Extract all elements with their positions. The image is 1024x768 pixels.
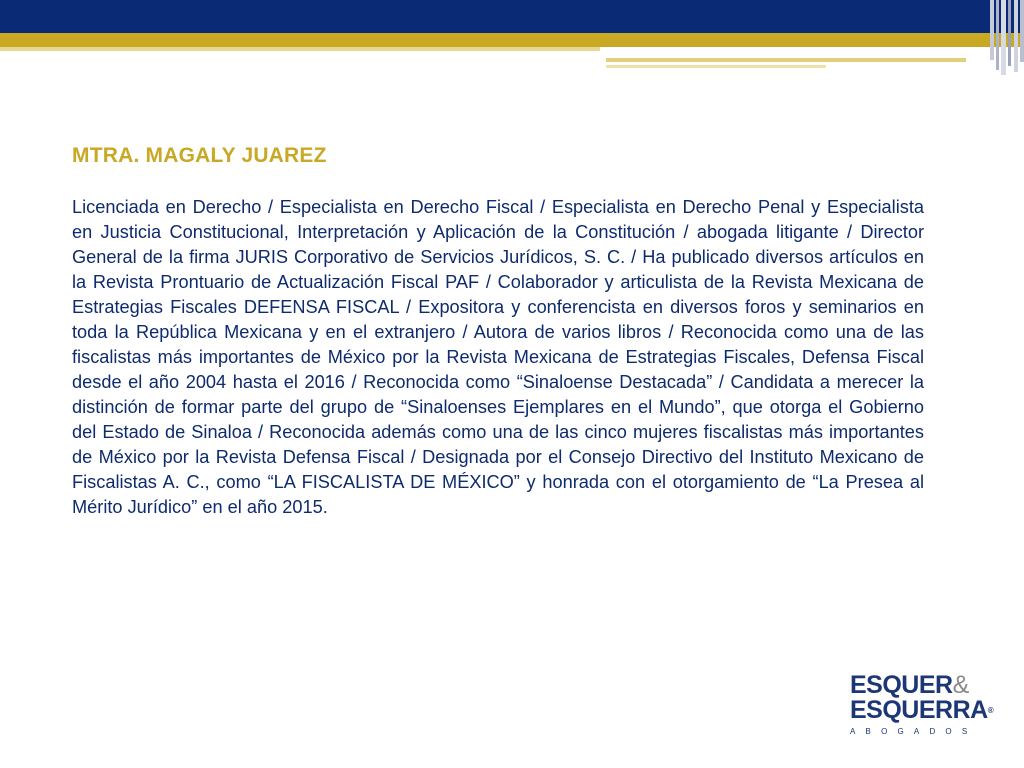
registered-mark: ®: [987, 706, 994, 715]
biography-text: Licenciada en Derecho / Especialista en Derecho Fiscal / Especialista en Derecho Penal y Especialista en Justicia Constitucional, Interpretación y Aplicación de la Constitución / abogada litigante / Director General de la firma JURIS Corporativo de Servicios Jurídicos, S. C. / Ha publicado diversos artículos en la Revista Prontuario de Actualización Fiscal PAF / Colaborador y articulista de la Revista Mexicana de Estrategias Fiscales DEFENSA FISCAL / Expositora y conferencista en diversos foros y seminarios en toda la República Mexicana y en el extranjero / Autora de varios libros / Reconocida como una de las fiscalistas más importantes de México por la Revista Mexicana de Estrategias Fiscales, Defensa Fiscal desde el año 2004 hasta el 2016 / Reconocida como “Sinaloense Destacada” / Candidata a merecer la distinción de formar parte del grupo de “Sinaloenses Ejemplares en el Mundo”, que otorga el Gobierno del Estado de Sinaloa / Reconocida además como una de las cinco mujeres fiscalistas más importantes de México por la Revista Defensa Fiscal / Designada por el Consejo Directivo del Instituto Mexicano de Fiscalistas A. C., como “LA FISCALISTA DE MÉXICO” y honrada con el otorgamiento de “La Presea al Mérito Jurídico” en el año 2015.: [72, 197, 924, 517]
logo-ampersand: &: [952, 671, 969, 699]
company-logo: [850, 673, 996, 747]
page-title: MTRA. MAGALY JUAREZ: [72, 144, 327, 167]
header-decorative-stripes: [990, 0, 1024, 75]
header-gold-accent-line-2: [606, 65, 826, 68]
logo-line-1: [850, 673, 996, 698]
logo-tagline: ABOGADOS: [850, 727, 978, 736]
header-navy-band: [0, 0, 1024, 33]
header-gold-band: [0, 33, 1024, 47]
logo-text-esquerra: ESQUERRA: [850, 696, 988, 724]
header-gold-accent-line: [606, 58, 966, 62]
logo-line-2: [850, 698, 996, 723]
logo-text-esquer: ESQUER: [850, 671, 953, 699]
header-gold-thin-line: [0, 47, 600, 51]
